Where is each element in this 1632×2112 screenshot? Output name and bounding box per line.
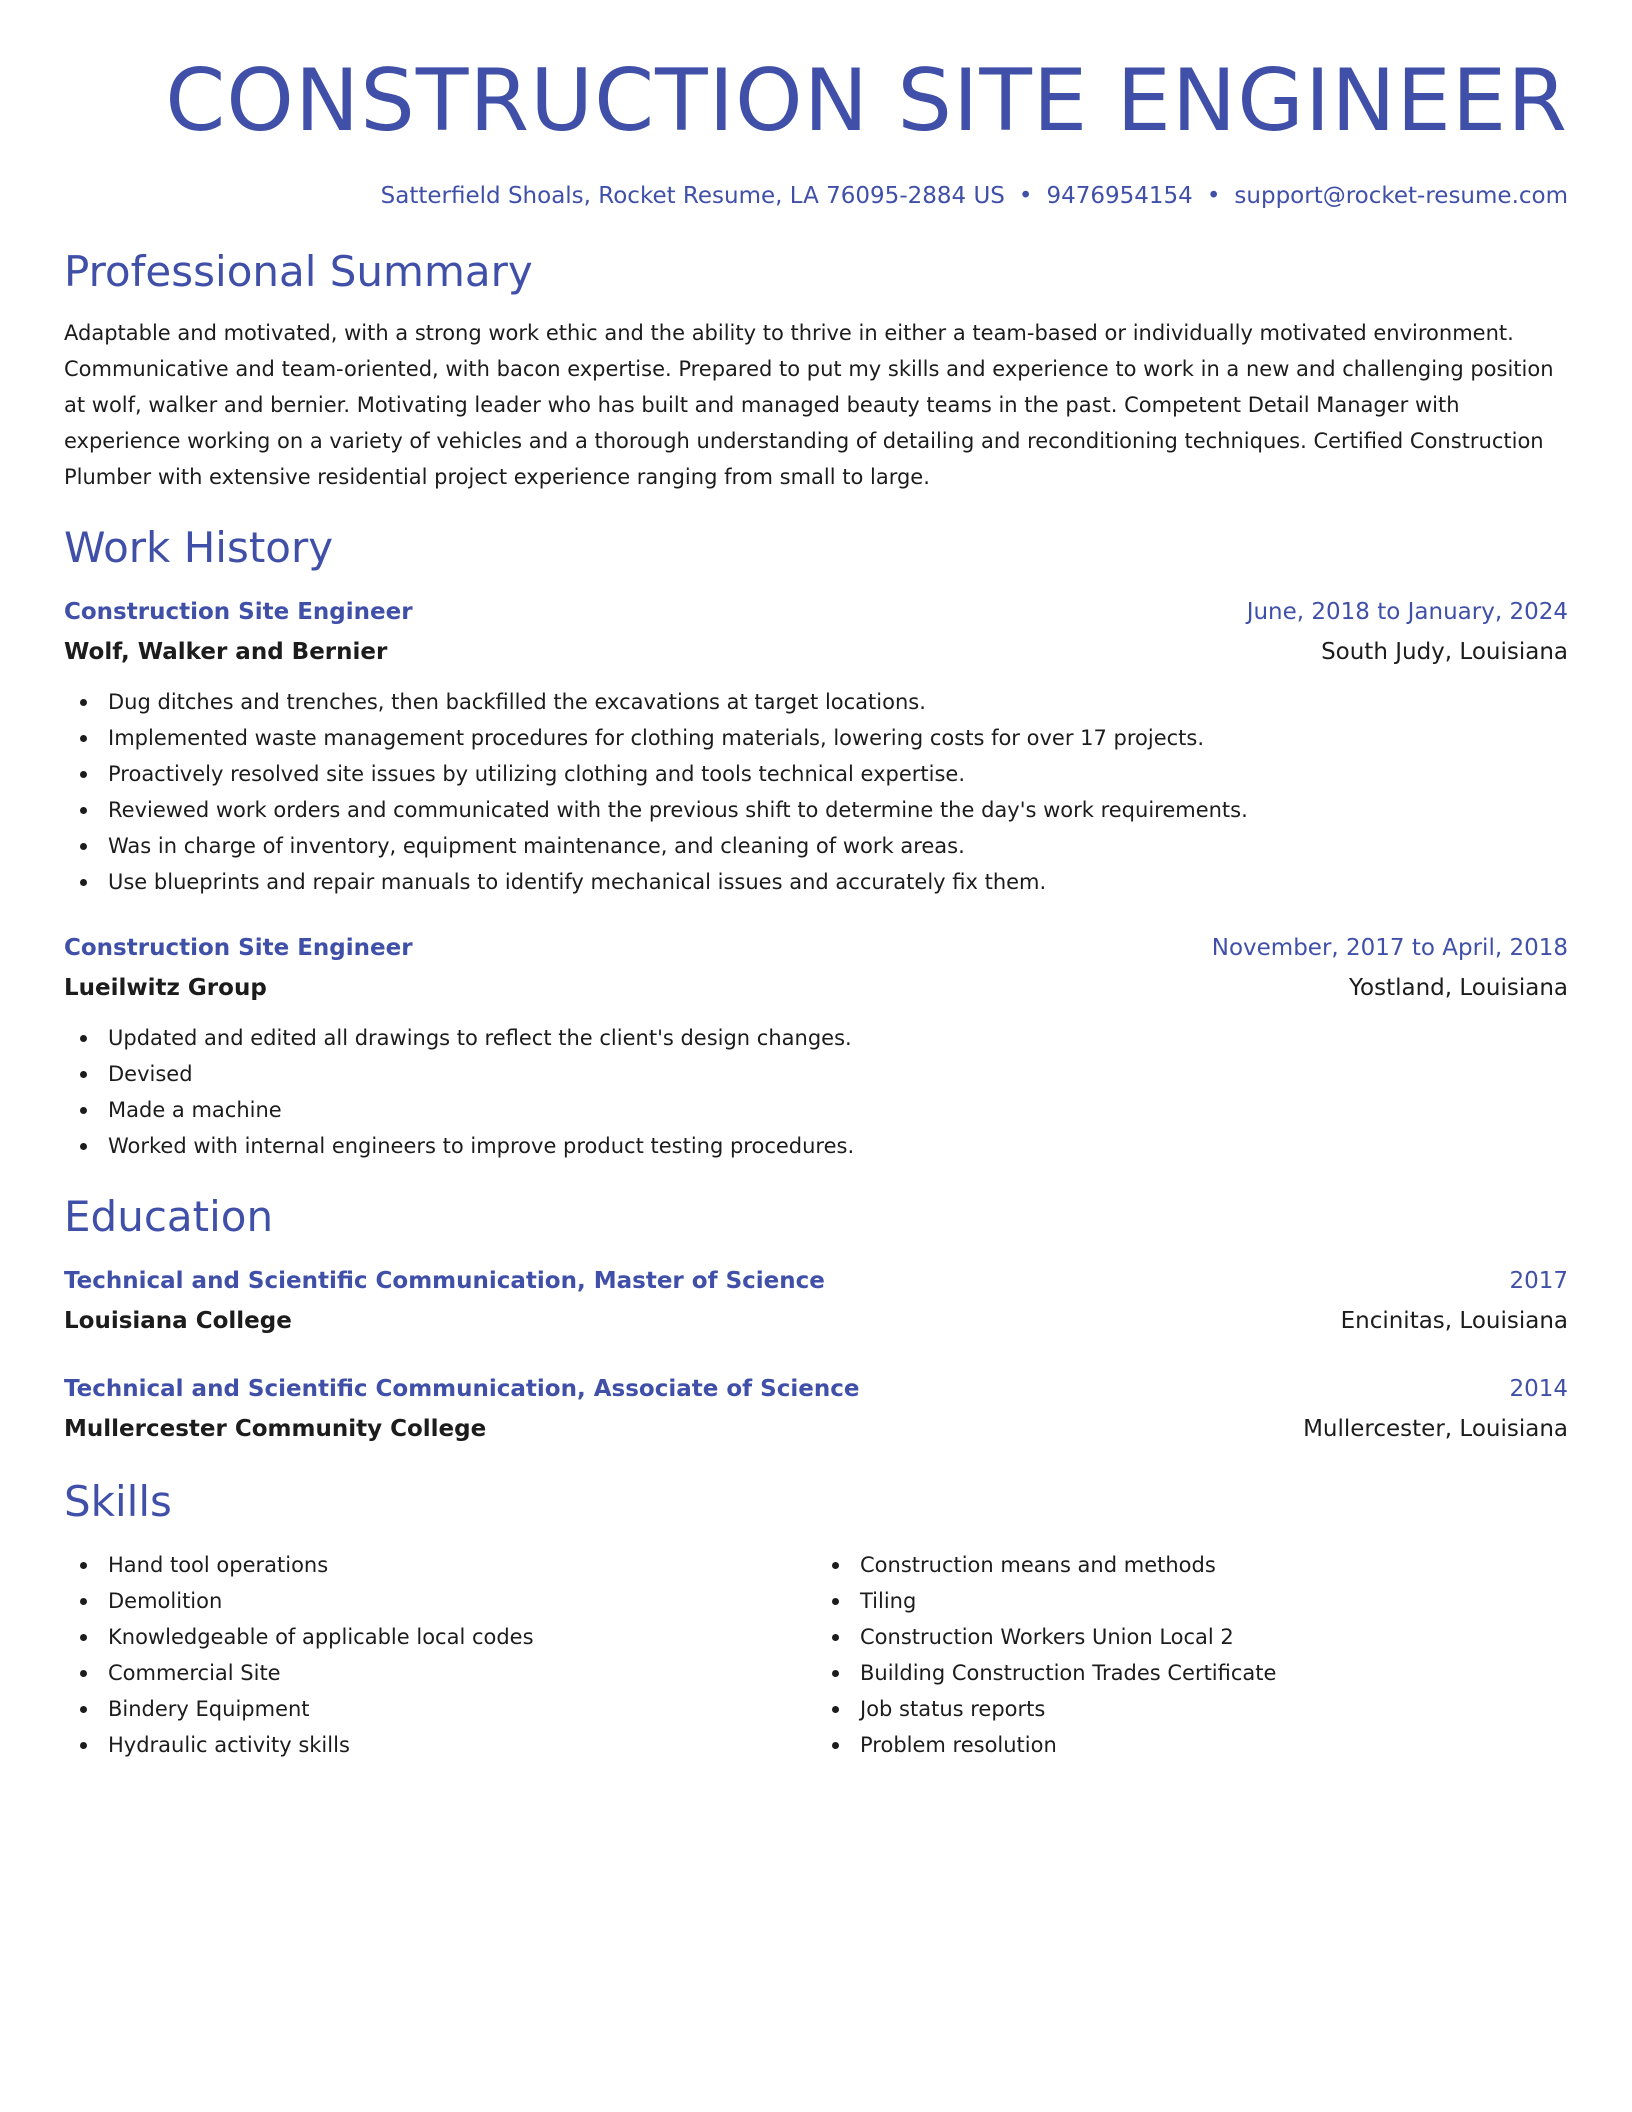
education-header [64, 1263, 1568, 1299]
resume-header [64, 0, 1568, 209]
skill-item: Construction means and methods [816, 1547, 1568, 1583]
skills-list-left [64, 1547, 816, 1763]
contact-separator: • [1018, 182, 1033, 209]
education-entry [64, 1371, 1568, 1449]
section-title-education: Education [64, 1192, 274, 1242]
work-history-section [64, 521, 1568, 1164]
skill-item: Hydraulic activity skills [64, 1727, 816, 1763]
section-title-skills: Skills [64, 1476, 172, 1526]
skill-item: Problem resolution [816, 1727, 1568, 1763]
skill-item: Commercial Site [64, 1655, 816, 1691]
job-company: Lueilwitz Group [64, 975, 267, 1002]
education-degree: Technical and Scientific Communication, Master of Science [64, 1267, 825, 1294]
skill-item: Job status reports [816, 1691, 1568, 1727]
skill-item: Tiling [816, 1583, 1568, 1619]
summary-text: Adaptable and motivated, with a strong work ethic and the ability to thrive in either a team-based or individually motivated environment. Communicative and team-oriented, with bacon expertise. Prepared to put my skills and experience to work in a new and challenging position at wolf, walker and bernier. Motivating leader who has built and managed beauty teams in the past. Competent Detail Manager with experience working on a variety of vehicles and a thorough understanding of detailing and reconditioning techniques. Certified Construction Plumber with extensive residential project experience ranging from small to large. [64, 321, 1554, 490]
list-item: Reviewed work orders and communicated with the previous shift to determine the day's work requirements. [64, 792, 1568, 828]
job-company: Wolf, Walker and Bernier [64, 639, 388, 666]
job-location: South Judy, Louisiana [1321, 639, 1568, 666]
job-entry [64, 594, 1568, 900]
list-item: Dug ditches and trenches, then backfilled the excavations at target locations. [64, 684, 1568, 720]
job-dates: June, 2018 to January, 2024 [1246, 599, 1568, 626]
job-subheader [64, 968, 1568, 1008]
list-item: Worked with internal engineers to improve product testing procedures. [64, 1128, 1568, 1164]
contact-phone[interactable]: 9476954154 [1046, 182, 1193, 209]
education-location: Mullercester, Louisiana [1303, 1415, 1568, 1442]
skill-item: Building Construction Trades Certificate [816, 1655, 1568, 1691]
skills-list-right [816, 1547, 1568, 1763]
education-year: 2017 [1509, 1267, 1568, 1294]
education-header [64, 1371, 1568, 1407]
candidate-title: CONSTRUCTION SITE ENGINEER [165, 51, 1568, 151]
list-item: Updated and edited all drawings to reflect the client's design changes. [64, 1020, 1568, 1056]
skill-item: Demolition [64, 1583, 816, 1619]
skill-item: Bindery Equipment [64, 1691, 816, 1727]
education-section [64, 1190, 1568, 1449]
skill-item: Construction Workers Union Local 2 [816, 1619, 1568, 1655]
list-item: Devised [64, 1056, 1568, 1092]
skills-columns [64, 1547, 1568, 1763]
contact-email[interactable]: support@rocket-resume.com [1234, 182, 1568, 209]
education-year: 2014 [1509, 1375, 1568, 1402]
section-title-work: Work History [64, 523, 334, 573]
education-school: Mullercester Community College [64, 1415, 487, 1442]
education-location: Encinitas, Louisiana [1340, 1307, 1568, 1334]
skill-item: Knowledgeable of applicable local codes [64, 1619, 816, 1655]
section-title-summary: Professional Summary [64, 246, 533, 296]
contact-line [64, 183, 1568, 209]
contact-separator: • [1206, 182, 1221, 209]
skills-section [64, 1475, 1568, 1764]
job-bullets [64, 1020, 1568, 1164]
job-role: Construction Site Engineer [64, 599, 413, 626]
job-bullets [64, 684, 1568, 900]
job-entry [64, 930, 1568, 1164]
education-entry [64, 1263, 1568, 1341]
list-item: Was in charge of inventory, equipment maintenance, and cleaning of work areas. [64, 828, 1568, 864]
job-location: Yostland, Louisiana [1349, 975, 1568, 1002]
job-dates: November, 2017 to April, 2018 [1211, 935, 1568, 962]
job-role: Construction Site Engineer [64, 935, 413, 962]
contact-address: Satterfield Shoals, Rocket Resume, LA 76095-2884 US [380, 182, 1005, 209]
education-subheader [64, 1301, 1568, 1341]
education-subheader [64, 1409, 1568, 1449]
job-header [64, 594, 1568, 630]
summary-section [64, 245, 1568, 496]
job-header [64, 930, 1568, 966]
list-item: Use blueprints and repair manuals to identify mechanical issues and accurately fix them. [64, 864, 1568, 900]
education-school: Louisiana College [64, 1307, 292, 1334]
list-item: Proactively resolved site issues by utilizing clothing and tools technical expertise. [64, 756, 1568, 792]
job-subheader [64, 632, 1568, 672]
list-item: Made a machine [64, 1092, 1568, 1128]
education-degree: Technical and Scientific Communication, Associate of Science [64, 1375, 860, 1402]
list-item: Implemented waste management procedures for clothing materials, lowering costs for over 17 projects. [64, 720, 1568, 756]
skill-item: Hand tool operations [64, 1547, 816, 1583]
